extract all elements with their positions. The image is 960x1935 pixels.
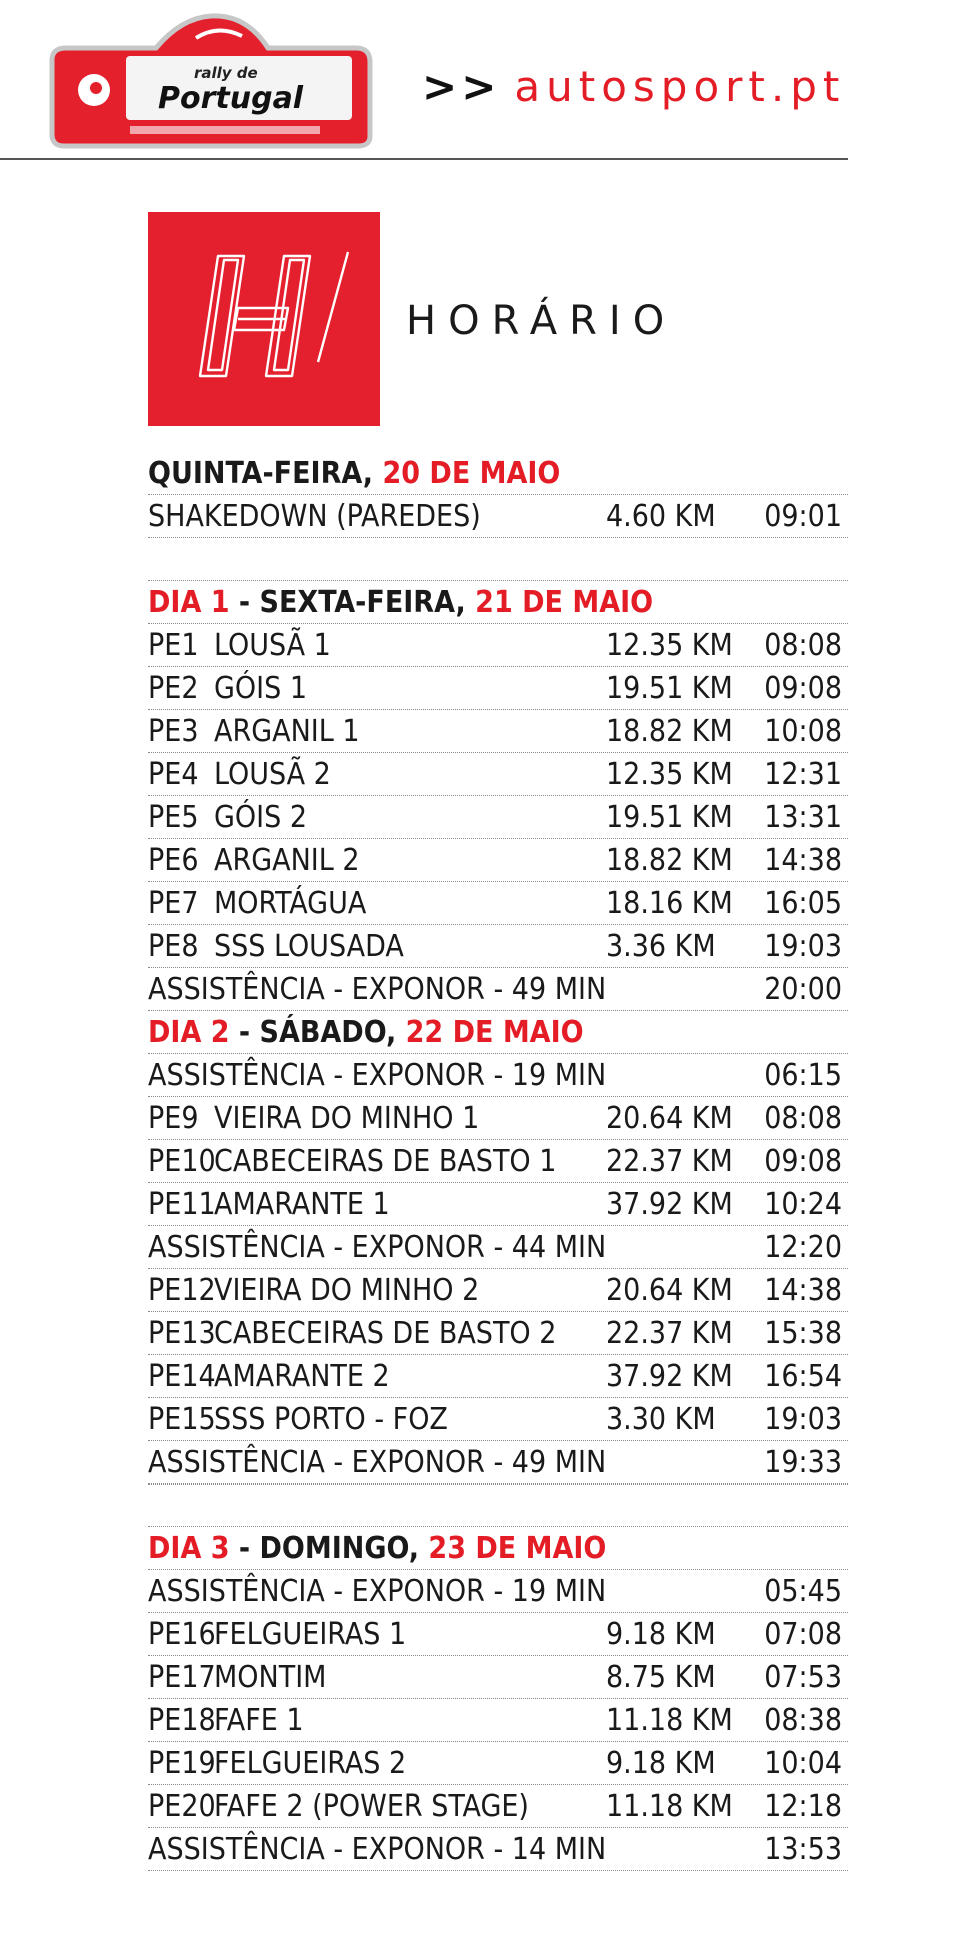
schedule-table [148, 452, 848, 1871]
stage-distance: 3.30 KM [606, 1402, 716, 1437]
logo-text-line2: Portugal [158, 81, 304, 116]
stage-code: PE1 [148, 628, 199, 663]
stage-code: PE17 [148, 1660, 216, 1695]
stage-time: 12:18 [764, 1789, 842, 1824]
page-title: HORÁRIO [406, 298, 677, 344]
stage-name: GÓIS 2 [214, 800, 307, 835]
stage-row [148, 1269, 848, 1312]
row-description: ASSISTÊNCIA - EXPONOR - 44 MIN [148, 1230, 607, 1265]
stage-row [148, 1183, 848, 1226]
day-weekday: - DOMINGO, [229, 1531, 429, 1566]
stage-time: 10:04 [764, 1746, 842, 1781]
stage-name: AMARANTE 2 [214, 1359, 390, 1394]
stage-code: PE18 [148, 1703, 216, 1738]
stage-distance: 37.92 KM [606, 1187, 733, 1222]
stage-row [148, 1656, 848, 1699]
day-date: 22 DE MAIO [405, 1015, 584, 1050]
stage-time: 14:38 [764, 1273, 842, 1308]
stage-row [148, 882, 848, 925]
stage-distance: 11.18 KM [606, 1703, 733, 1738]
stage-distance: 8.75 KM [606, 1660, 716, 1695]
stage-row [148, 1097, 848, 1140]
stage-code: PE8 [148, 929, 199, 964]
stage-time: 08:08 [764, 1101, 842, 1136]
arrows-icon: >> [422, 62, 501, 111]
day-date: 21 DE MAIO [475, 585, 654, 620]
stage-distance: 9.18 KM [606, 1746, 716, 1781]
stage-distance: 22.37 KM [606, 1316, 733, 1351]
stage-distance: 18.16 KM [606, 886, 733, 921]
stage-distance: 11.18 KM [606, 1789, 733, 1824]
stage-name: MORTÁGUA [214, 886, 367, 921]
stage-time: 05:45 [764, 1574, 842, 1609]
stage-time: 08:08 [764, 628, 842, 663]
h-icon-box [148, 212, 380, 426]
stage-name: ARGANIL 1 [214, 714, 360, 749]
stage-time: 19:03 [764, 929, 842, 964]
stage-name: MONTIM [214, 1660, 327, 1695]
service-row [148, 968, 848, 1011]
stage-name: LOUSÃ 1 [214, 628, 331, 663]
stage-time: 15:38 [764, 1316, 842, 1351]
stage-row [148, 925, 848, 968]
stage-name: VIEIRA DO MINHO 2 [214, 1273, 480, 1308]
stage-time: 06:15 [764, 1058, 842, 1093]
stage-name: VIEIRA DO MINHO 1 [214, 1101, 480, 1136]
stage-row [148, 1785, 848, 1828]
stage-time: 07:08 [764, 1617, 842, 1652]
day-date: 23 DE MAIO [428, 1531, 607, 1566]
stage-time: 19:33 [764, 1445, 842, 1480]
service-row [148, 1570, 848, 1613]
stage-name: GÓIS 1 [214, 671, 307, 706]
stage-code: PE13 [148, 1316, 216, 1351]
section-spacer [148, 1484, 848, 1527]
stage-code: PE5 [148, 800, 199, 835]
logo-text-line1: rally de [194, 64, 258, 82]
stage-code: PE12 [148, 1273, 216, 1308]
stage-distance: 19.51 KM [606, 671, 733, 706]
stage-code: PE2 [148, 671, 199, 706]
stage-code: PE7 [148, 886, 199, 921]
stage-code: PE3 [148, 714, 199, 749]
site-url[interactable]: autosport.pt [514, 62, 846, 111]
row-description: ASSISTÊNCIA - EXPONOR - 14 MIN [148, 1832, 607, 1867]
stage-name: SSS PORTO - FOZ [214, 1402, 448, 1437]
stage-time: 16:05 [764, 886, 842, 921]
service-row [148, 1441, 848, 1484]
day-number: DIA 3 [148, 1531, 230, 1566]
stage-name: ARGANIL 2 [214, 843, 360, 878]
stage-distance: 18.82 KM [606, 714, 733, 749]
stage-distance: 22.37 KM [606, 1144, 733, 1179]
stage-row [148, 1312, 848, 1355]
stage-row [148, 1742, 848, 1785]
stage-row [148, 1699, 848, 1742]
row-description: ASSISTÊNCIA - EXPONOR - 19 MIN [148, 1574, 607, 1609]
site-brand [422, 62, 845, 111]
stage-row [148, 753, 848, 796]
stage-name: CABECEIRAS DE BASTO 2 [214, 1316, 557, 1351]
stage-row [148, 1355, 848, 1398]
stage-code: PE11 [148, 1187, 216, 1222]
header-divider [0, 158, 848, 160]
stage-code: PE20 [148, 1789, 216, 1824]
service-row [148, 1226, 848, 1269]
stage-code: PE16 [148, 1617, 216, 1652]
stage-code: PE10 [148, 1144, 216, 1179]
stage-row [148, 1613, 848, 1656]
stage-row [148, 1140, 848, 1183]
stage-name: FAFE 2 (POWER STAGE) [214, 1789, 529, 1824]
stage-time: 13:31 [764, 800, 842, 835]
stage-row [148, 796, 848, 839]
stage-row [148, 839, 848, 882]
stage-distance: 20.64 KM [606, 1273, 733, 1308]
stage-code: PE9 [148, 1101, 199, 1136]
day-number: DIA 1 [148, 585, 230, 620]
section-spacer [148, 538, 848, 581]
stage-name: AMARANTE 1 [214, 1187, 390, 1222]
service-row [148, 1828, 848, 1871]
stage-row [148, 624, 848, 667]
rally-portugal-logo [46, 8, 376, 150]
stage-time: 12:31 [764, 757, 842, 792]
day-date: 20 DE MAIO [382, 456, 561, 491]
stage-time: 14:38 [764, 843, 842, 878]
stage-distance: 4.60 KM [606, 499, 716, 534]
stage-row [148, 667, 848, 710]
stage-time: 12:20 [764, 1230, 842, 1265]
stage-code: PE15 [148, 1402, 216, 1437]
stage-time: 09:08 [764, 1144, 842, 1179]
stage-code: PE19 [148, 1746, 216, 1781]
stage-time: 10:08 [764, 714, 842, 749]
day-weekday: - SÁBADO, [229, 1015, 406, 1050]
h-letter-icon [148, 212, 380, 426]
stage-time: 13:53 [764, 1832, 842, 1867]
stage-row [148, 710, 848, 753]
day-heading [148, 452, 848, 495]
stage-time: 10:24 [764, 1187, 842, 1222]
stage-time: 09:01 [764, 499, 842, 534]
service-row [148, 1054, 848, 1097]
stage-time: 07:53 [764, 1660, 842, 1695]
stage-name: FAFE 1 [214, 1703, 304, 1738]
day-heading [148, 1011, 848, 1054]
stage-distance: 12.35 KM [606, 757, 733, 792]
row-description: SHAKEDOWN (PAREDES) [148, 499, 481, 534]
stage-code: PE6 [148, 843, 199, 878]
row-description: ASSISTÊNCIA - EXPONOR - 49 MIN [148, 1445, 607, 1480]
stage-distance: 37.92 KM [606, 1359, 733, 1394]
row-description: ASSISTÊNCIA - EXPONOR - 49 MIN [148, 972, 607, 1007]
row-description: ASSISTÊNCIA - EXPONOR - 19 MIN [148, 1058, 607, 1093]
stage-distance: 9.18 KM [606, 1617, 716, 1652]
stage-name: LOUSÃ 2 [214, 757, 331, 792]
day-heading [148, 581, 848, 624]
stage-code: PE14 [148, 1359, 216, 1394]
stage-distance: 3.36 KM [606, 929, 716, 964]
stage-name: SSS LOUSADA [214, 929, 404, 964]
stage-row [148, 1398, 848, 1441]
day-heading [148, 1527, 848, 1570]
stage-distance: 19.51 KM [606, 800, 733, 835]
stage-time: 08:38 [764, 1703, 842, 1738]
day-weekday: - SEXTA-FEIRA, [229, 585, 476, 620]
stage-time: 19:03 [764, 1402, 842, 1437]
day-weekday: QUINTA-FEIRA, [148, 456, 383, 491]
stage-distance: 18.82 KM [606, 843, 733, 878]
stage-time: 09:08 [764, 671, 842, 706]
stage-name: FELGUEIRAS 2 [214, 1746, 407, 1781]
stage-distance: 20.64 KM [606, 1101, 733, 1136]
stage-time: 16:54 [764, 1359, 842, 1394]
stage-code: PE4 [148, 757, 199, 792]
service-row [148, 495, 848, 538]
stage-distance: 12.35 KM [606, 628, 733, 663]
stage-name: CABECEIRAS DE BASTO 1 [214, 1144, 557, 1179]
day-number: DIA 2 [148, 1015, 230, 1050]
stage-time: 20:00 [764, 972, 842, 1007]
stage-name: FELGUEIRAS 1 [214, 1617, 407, 1652]
